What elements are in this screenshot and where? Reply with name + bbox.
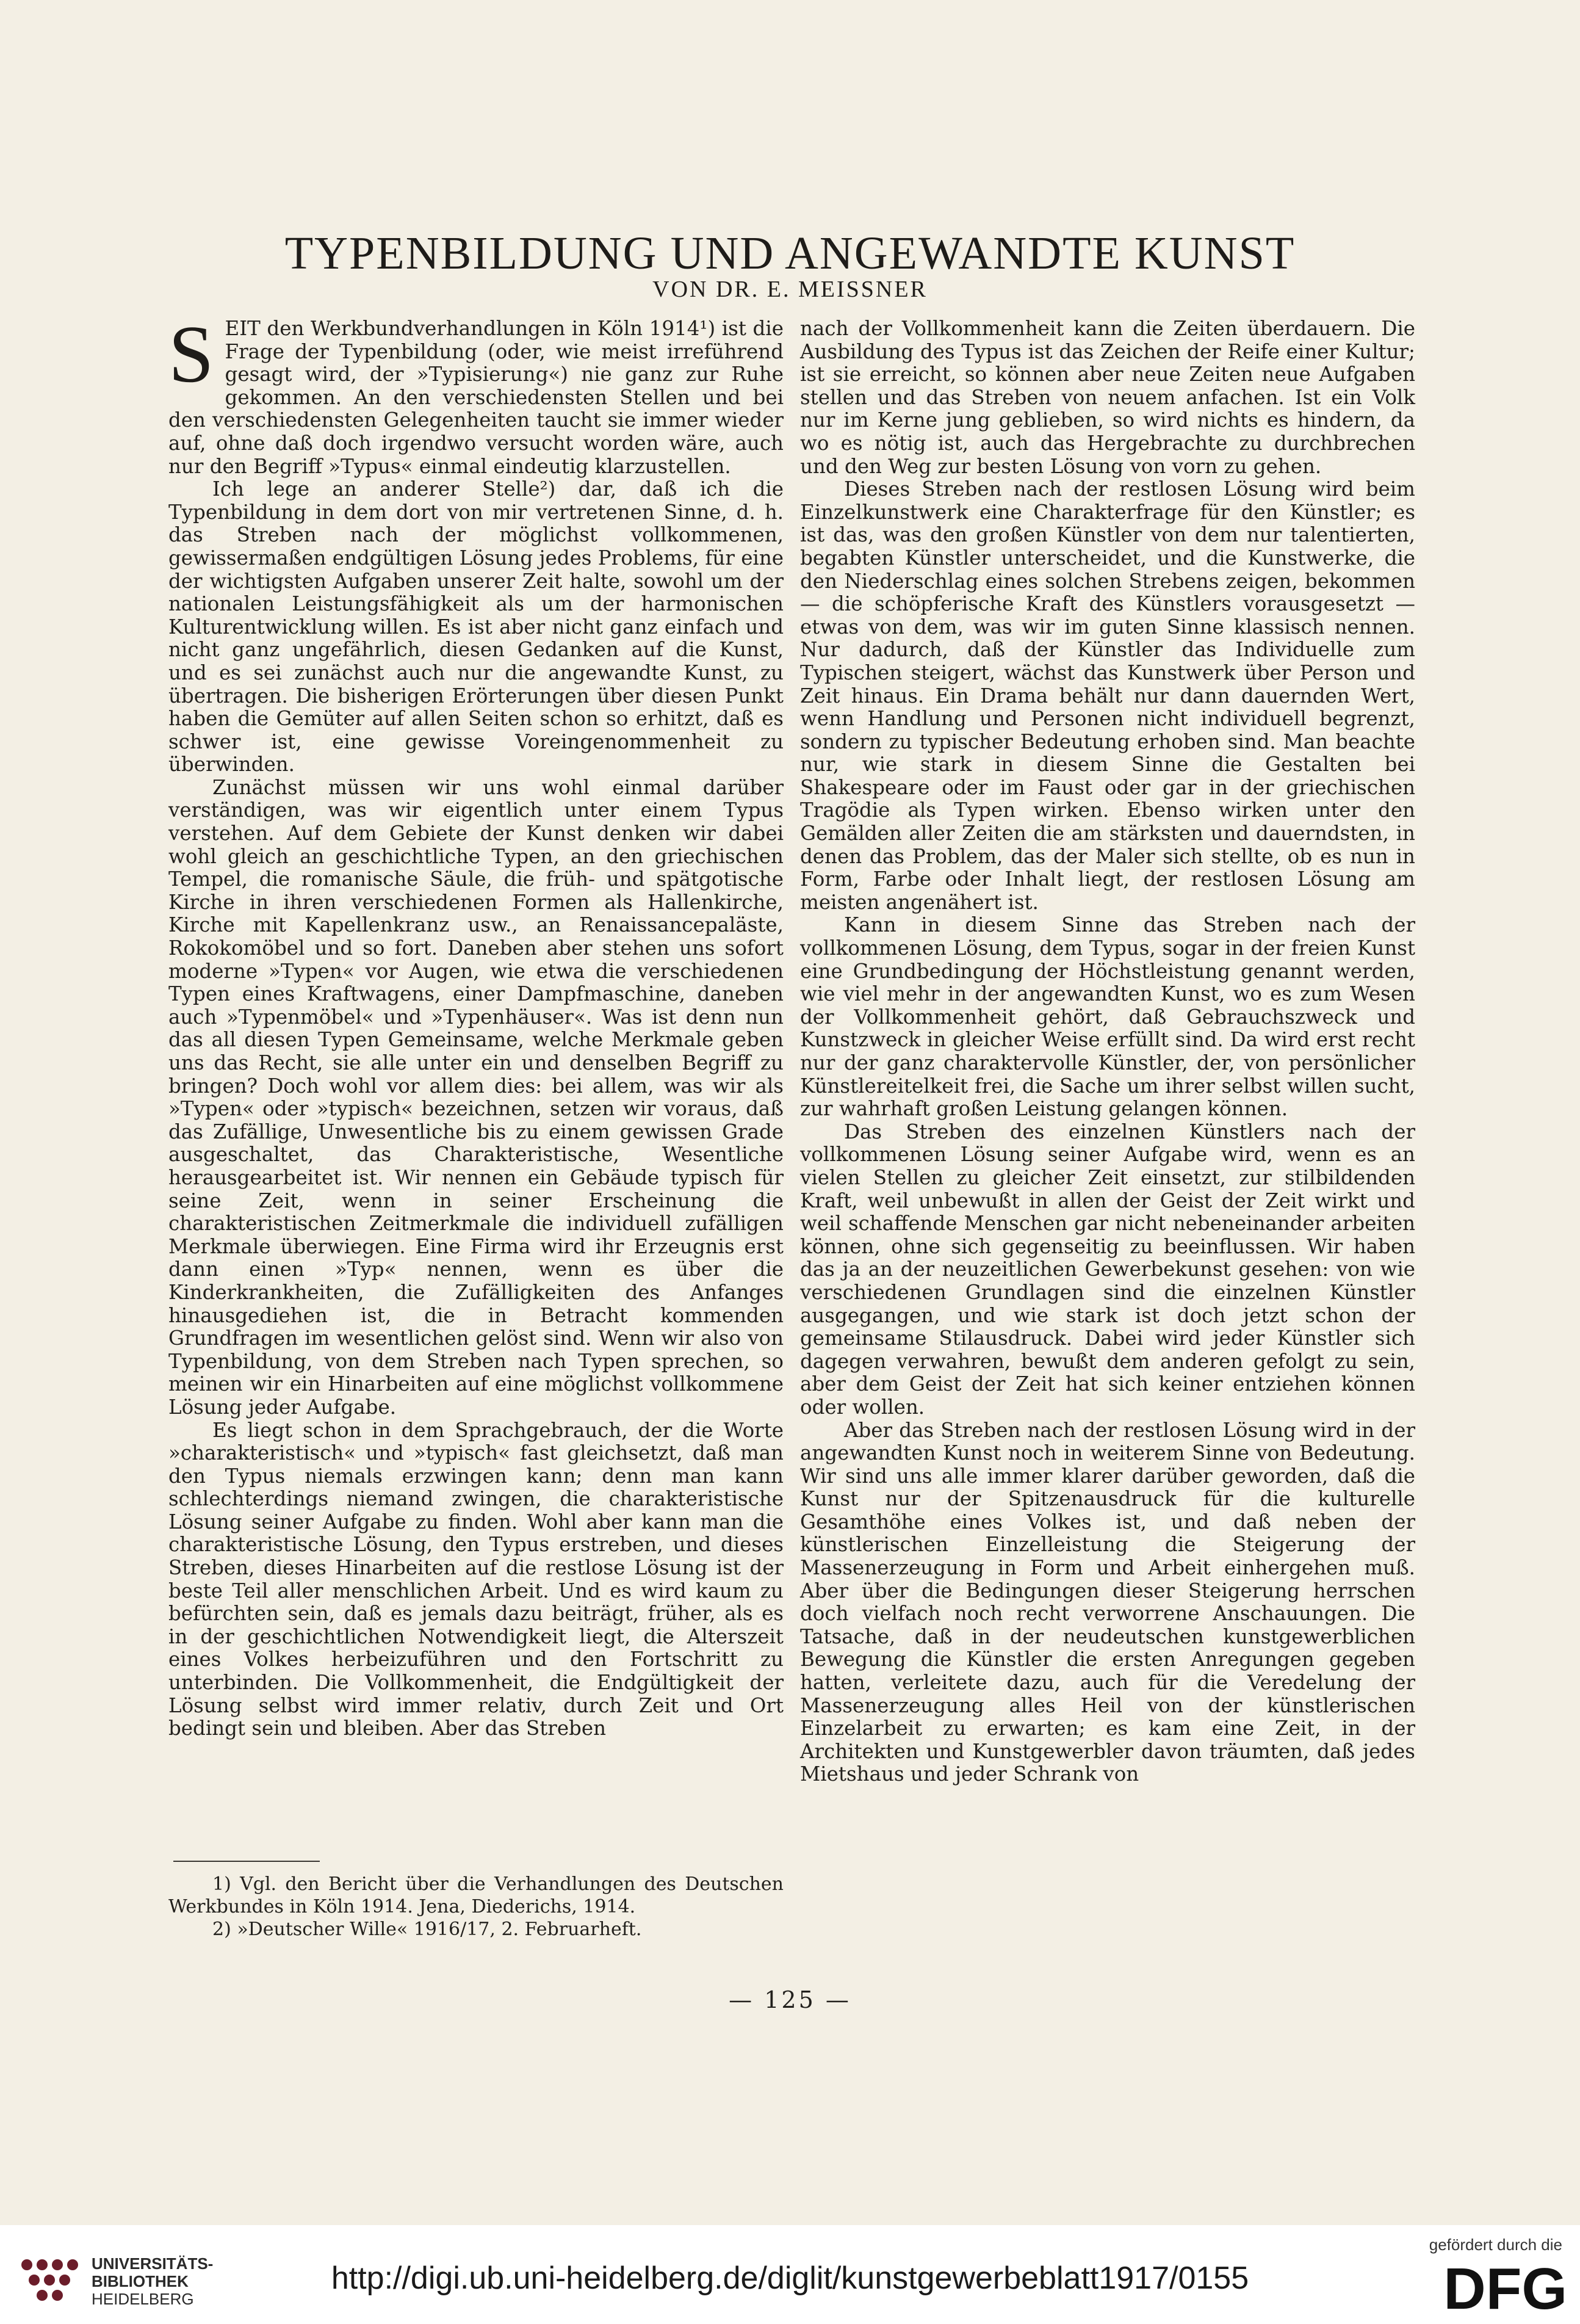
- library-name-line: HEIDELBERG: [92, 2290, 194, 2308]
- footnote-1: 1) Vgl. den Bericht über die Verhandlungen des Deutschen Werkbundes in Köln 1914. Jena, Diederichs, 1914.: [168, 1873, 784, 1917]
- funding-caption: gefördert durch die: [1429, 2235, 1562, 2254]
- paragraph: Das Streben des einzelnen Künstlers nach der vollkommenen Lösung seiner Aufgabe wird, wenn es an vielen Stellen zu gleicher Zeit einsetzt, zur stilbildenden Kraft, weil unbewußt in allen der Geist der Zeit wirkt und weil schaffende Menschen gar nicht nebeneinander arbeiten können, ohne sich gegenseitig zu beeinflussen. Wir haben das ja an der neuzeitlichen Gewerbekunst gesehen: von wie verschiedenen Grundlagen sind die einzelnen Künstler ausgegangen, und wie stark ist doch jetzt schon der gemeinsame Stilausdruck. Dabei wird jeder Künstler sich dagegen verwahren, bewußt dem anderen gefolgt zu sein, aber dem Geist der Zeit hat sich keiner entziehen können oder wollen.: [800, 1120, 1415, 1419]
- paragraph: Zunächst müssen wir uns wohl einmal darüber verständigen, was wir eigentlich unter einem Typus verstehen. Auf dem Gebiete der Kunst denken wir dabei wohl gleich an geschichtliche Typen, an den griechischen Tempel, die romanische Säule, die früh- und spätgotische Kirche in ihren verschiedenen Formen als Hallenkirche, Kirche mit Kapellenkranz usw., an Renaissancepaläste, Rokokomöbel und so fort. Daneben aber stehen uns sofort moderne »Typen« vor Augen, wie etwa die verschiedenen Typen eines Kraftwagens, einer Dampfmaschine, daneben auch »Typenmöbel« und »Typenhäuser«. Was ist denn nun das all diesen Typen Gemeinsame, welche Merkmale geben uns das Recht, sie alle unter ein und denselben Begriff zu bringen? Doch wohl vor allem dies: bei allem, was wir als »Typen« oder »typisch« bezeichnen, setzen wir voraus, daß das Zufällige, Unwesentliche bis zu einem gewissen Grade ausgeschaltet, das Charakteristische, Wesentliche herausgearbeitet ist. Wir nennen ein Gebäude typisch für seine Zeit, wenn in seiner Erscheinung die charakteristischen Zeitmerkmale die individuell zufälligen Merkmale überwiegen. Eine Firma wird ihr Erzeugnis erst dann einen »Typ« nennen, wenn es über die Kinderkrankheiten, die Zufälligkeiten des Anfanges hinausgediehen ist, die in Betracht kommenden Grundfragen im wesentlichen gelöst sind. Wenn wir also von Typenbildung, von dem Streben nach Typen sprechen, so meinen wir ein Hinarbeiten auf eine möglichst vollkommene Lösung jeder Aufgabe.: [168, 775, 784, 1419]
- drop-cap: S: [168, 309, 214, 399]
- library-name-line: UNIVERSITÄTS-: [92, 2254, 214, 2273]
- footnote-2: 2) »Deutscher Wille« 1916/17, 2. Februarheft.: [212, 1919, 642, 1940]
- paragraph-text: EIT den Werkbundverhandlungen in Köln 1914¹) ist die Frage der Typenbildung (oder, wie meist irreführend gesagt wird, der »Typisierung«) nie ganz zur Ruhe gekommen. An den verschiedensten Stellen und bei den verschiedensten Gelegenheiten taucht sie immer wieder auf, ohne daß doch irgendwo versucht worden wäre, auch nur den Begriff »Typus« einmal eindeutig klarzustellen.: [168, 317, 784, 478]
- library-name-line: BIBLIOTHEK: [92, 2272, 189, 2290]
- article-author: VON DR. E. MEISSNER: [652, 277, 928, 302]
- article-title: TYPENBILDUNG UND ANGEWANDTE KUNST: [284, 228, 1296, 279]
- page-number: — 125 —: [729, 1986, 851, 2013]
- paragraph: Ich lege an anderer Stelle²) dar, daß ich die Typenbildung in dem dort von mir vertretenen Sinne, d. h. das Streben nach der möglichst vollkommenen, gewissermaßen endgültigen Lösung jedes Problems, für eine der wichtigsten Aufgaben unserer Zeit halte, sowohl um der nationalen Leistungsfähigkeit als um der harmonischen Kulturentwicklung willen. Es ist aber nicht ganz einfach und nicht ganz ungefährlich, diesen Gedanken auf die Kunst, und es sei zunächst auch nur die angewandte Kunst, zu übertragen. Die bisherigen Erörterungen über diesen Punkt haben die Gemüter auf allen Seiten schon so erhitzt, daß es schwer ist, eine gewisse Voreingenommenheit zu überwinden.: [168, 477, 784, 776]
- footnotes: [168, 1873, 784, 1941]
- paragraph: Kann in diesem Sinne das Streben nach der vollkommenen Lösung, dem Typus, sogar in der freien Kunst eine Grundbedingung der Höchstleistung genannt werden, wie viel mehr in der angewandten Kunst, wo es zum Wesen der Vollkommenheit gehört, daß Gebrauchszweck und Kunstzweck in gleicher Weise erfüllt sind. Da wird erst recht nur der ganz charaktervolle Künstler, der, von persönlicher Künstlereitelkeit frei, die Sache um ihrer selbst willen sucht, zur wahrhaft großen Leistung gelangen können.: [800, 913, 1415, 1121]
- paragraph: nach der Vollkommenheit kann die Zeiten überdauern. Die Ausbildung des Typus ist das Zeichen der Reife einer Kultur; ist sie erreicht, so können aber neue Zeiten neue Aufgaben stellen und das Streben von neuem anfachen. Ist ein Volk nur im Kerne jung geblieben, so wird nichts es hindern, da wo es nötig ist, auch das Hergebrachte zu durchbrechen und den Weg zur besten Lösung von vorn zu gehen.: [800, 317, 1415, 478]
- footnote-divider: [173, 1861, 320, 1862]
- paragraph: Aber das Streben nach der restlosen Lösung wird in der angewandten Kunst noch in weiterem Sinne von Bedeutung. Wir sind uns alle immer klarer darüber geworden, daß die Kunst nur der Spitzenausdruck für die kulturelle Gesamthöhe eines Volkes ist, und daß neben der künstlerischen Einzelleistung die Steigerung der Massenerzeugung in Form und Arbeit einhergehen muß. Aber über die Bedingungen dieser Steigerung herrschen doch vielfach noch recht verworrene Anschauungen. Die Tatsache, daß in der neudeutschen kunstgewerblichen Bewegung die Künstler die ersten Anregungen gegeben hatten, verleitete dazu, auch für die Veredelung der Massenerzeugung alles Heil von der künstlerischen Einzelarbeit zu erwarten; es kam eine Zeit, in der Architekten und Kunstgewerbler davon träumten, daß jedes Mietshaus und jeder Schrank von: [800, 1418, 1415, 1786]
- paragraph: [168, 309, 784, 478]
- right-column: [800, 317, 1415, 1786]
- left-column: [168, 309, 784, 1740]
- dfg-logo-text: DFG: [1443, 2259, 1567, 2314]
- dfg-logo-icon: [1404, 2259, 1568, 2314]
- paragraph: Es liegt schon in dem Sprachgebrauch, der die Worte »charakteristisch« und »typisch« fast gleichsetzt, daß man den Typus niemals erzwingen kann; denn man kann schlechterdings niemand zwingen, die charakteristische Lösung seiner Aufgabe zu finden. Wohl aber kann man die charakteristische Lösung, den Typus erstreben, und dieses Streben, dieses Hinarbeiten auf die restlose Lösung ist der beste Teil aller menschlichen Arbeit. Und es wird kaum zu befürchten sein, daß es jemals dazu beiträgt, früher, als es in der geschichtlichen Notwendigkeit liegt, die Alterszeit eines Volkes herbeizuführen und den Fortschritt zu unterbinden. Die Vollkommenheit, die Endgültigkeit der Lösung selbst wird immer relativ, durch Zeit und Ort bedingt sein und bleiben. Aber das Streben: [168, 1418, 784, 1740]
- paragraph: Dieses Streben nach der restlosen Lösung wird beim Einzelkunstwerk eine Charakterfrage für den Künstler; es ist das, was den großen Künstler von dem nur talentierten, begabten Künstler unterscheidet, und die Kunstwerke, die den Niederschlag eines solchen Strebens zeigen, bekommen — die schöpferische Kraft des Künstlers vorausgesetzt — etwas von dem, was wir im guten Sinne klassisch nennen. Nur dadurch, daß der Künstler das Individuelle zum Typischen steigert, wächst das Kunstwerk über Person und Zeit hinaus. Ein Drama behält nur dann dauernden Wert, wenn Handlung und Personen nicht individuell begrenzt, sondern zu typischer Bedeutung erhoben sind. Man beachte nur, wie stark in diesem Sinne die Gestalten bei Shakespeare oder im Faust oder gar in der griechischen Tragödie als Typen wirken. Ebenso wirken unter den Gemälden aller Zeiten die am stärksten und dauerndsten, in denen das Problem, das der Maler sich stellte, ob es nun in Form, Farbe oder Inhalt liegt, der restlosen Lösung am meisten angenähert ist.: [800, 477, 1415, 914]
- digital-copy-link[interactable]: http://digi.ub.uni-heidelberg.de/diglit/kunstgewerbeblatt1917/0155: [331, 2261, 1249, 2296]
